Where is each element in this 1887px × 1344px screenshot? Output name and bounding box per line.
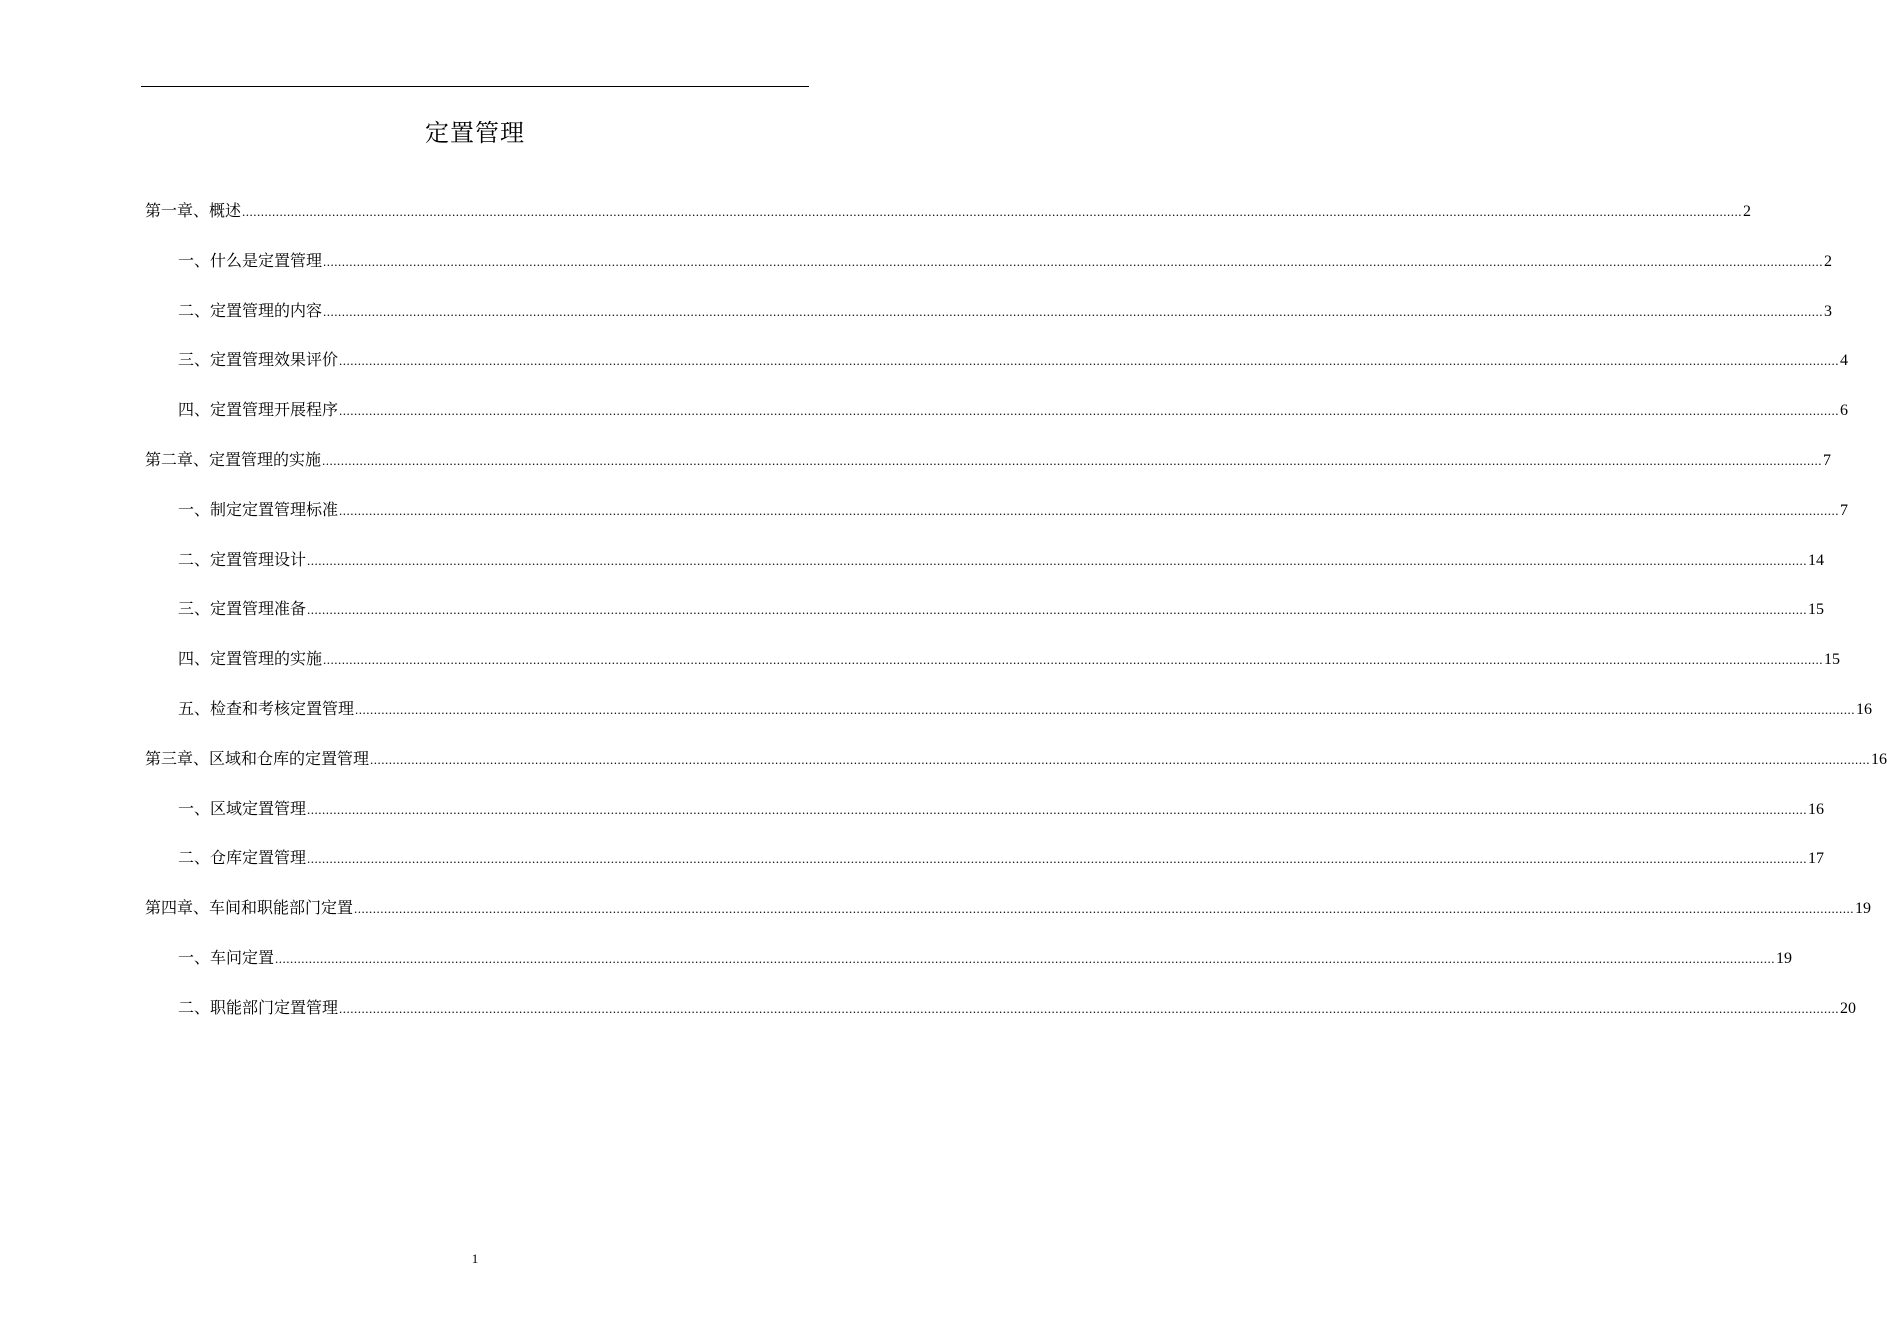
- toc-entry-page: 16: [1856, 701, 1873, 718]
- toc-entry-ch2-s3[interactable]: [178, 597, 1825, 621]
- toc-entry-label: 五、检查和考核定置管理: [178, 699, 355, 718]
- toc-entry-label: 一、制定定置管理标准: [178, 499, 339, 519]
- toc-dot-leader: ................................................................................................................................................................................................................................................................................................................................................................................................................: [339, 1000, 1840, 1016]
- toc-entry-label: 第二章、定置管理的实施: [145, 450, 322, 469]
- toc-entry-page: 6: [1840, 402, 1849, 420]
- toc-entry-label: 二、定置管理的内容: [178, 300, 323, 320]
- toc-dot-leader: ................................................................................................................................................................................................................................................................................................................................................................................................................: [370, 751, 1871, 767]
- toc-entry-label: 第一章、概述: [145, 201, 242, 220]
- toc-entry-label: 二、职能部门定置管理: [178, 997, 339, 1017]
- toc-entry-label: 第三章、区域和仓库的定置管理: [145, 748, 370, 768]
- toc-entry-ch1-s2[interactable]: [178, 299, 1833, 323]
- toc-dot-leader: ................................................................................................................................................................................................................................................................................................................................................................................................................: [354, 901, 1855, 917]
- toc-entry-page: 14: [1808, 551, 1825, 569]
- toc-entry-page: 15: [1824, 651, 1841, 669]
- toc-dot-leader: ................................................................................................................................................................................................................................................................................................................................................................................................................: [307, 602, 1808, 618]
- toc-entry-label: 一、车问定置: [178, 948, 275, 967]
- toc-entry-ch1-s1[interactable]: [178, 249, 1833, 273]
- toc-entry-ch1-s4[interactable]: [178, 398, 1849, 422]
- toc-dot-leader: ................................................................................................................................................................................................................................................................................................................................................................................................................: [323, 652, 1824, 668]
- toc-entry-ch3-s2[interactable]: [178, 846, 1825, 870]
- toc-entry-ch3[interactable]: [145, 747, 1887, 771]
- toc-entry-page: 20: [1840, 999, 1857, 1017]
- toc-entry-label: 第四章、车间和职能部门定置: [145, 898, 354, 918]
- toc-dot-leader: ................................................................................................................................................................................................................................................................................................................................................................................................................: [307, 552, 1808, 568]
- toc-entry-label: 二、定置管理设计: [178, 549, 307, 569]
- toc-entry-page: 4: [1840, 352, 1849, 370]
- toc-entry-page: 2: [1824, 252, 1833, 270]
- toc-entry-ch2-s4[interactable]: [178, 647, 1841, 671]
- toc-entry-page: 19: [1776, 950, 1793, 967]
- toc-entry-ch1[interactable]: [145, 199, 1752, 223]
- toc-entry-page: 17: [1808, 850, 1825, 868]
- toc-entry-page: 16: [1808, 800, 1825, 818]
- toc-entry-label: 四、定置管理的实施: [178, 649, 323, 669]
- toc-dot-leader: ................................................................................................................................................................................................................................................................................................................................................................................................................: [323, 253, 1824, 269]
- toc-entry-page: 3: [1824, 302, 1833, 320]
- toc-entry-label: 一、什么是定置管理: [178, 250, 323, 270]
- toc-entry-ch3-s1[interactable]: [178, 797, 1825, 821]
- toc-entry-label: 三、定置管理准备: [178, 599, 307, 619]
- toc-entry-ch2-s2[interactable]: [178, 548, 1825, 572]
- toc-dot-leader: ................................................................................................................................................................................................................................................................................................................................................................................................................: [307, 801, 1808, 817]
- toc-entry-ch4-s1[interactable]: [178, 946, 1793, 970]
- document-title: 定置管理: [425, 119, 525, 147]
- toc-entry-label: 一、区域定置管理: [178, 798, 307, 818]
- toc-dot-leader: ................................................................................................................................................................................................................................................................................................................................................................................................................: [339, 502, 1840, 518]
- toc-entry-ch2[interactable]: [145, 448, 1832, 472]
- header-rule: [141, 86, 809, 87]
- toc-dot-leader: ................................................................................................................................................................................................................................................................................................................................................................................................................: [322, 453, 1823, 468]
- toc-entry-page: 7: [1840, 501, 1849, 519]
- toc-entry-label: 二、仓库定置管理: [178, 848, 307, 868]
- toc-dot-leader: ................................................................................................................................................................................................................................................................................................................................................................................................................: [339, 353, 1840, 369]
- toc-entry-page: 19: [1855, 900, 1872, 918]
- toc-dot-leader: ................................................................................................................................................................................................................................................................................................................................................................................................................: [323, 303, 1824, 319]
- toc-dot-leader: ................................................................................................................................................................................................................................................................................................................................................................................................................: [242, 204, 1743, 219]
- toc-entry-ch4[interactable]: [145, 896, 1872, 920]
- toc-dot-leader: ................................................................................................................................................................................................................................................................................................................................................................................................................: [339, 403, 1840, 419]
- toc-dot-leader: ................................................................................................................................................................................................................................................................................................................................................................................................................: [355, 702, 1856, 717]
- toc-dot-leader: ................................................................................................................................................................................................................................................................................................................................................................................................................: [307, 851, 1808, 867]
- toc-entry-page: 2: [1743, 203, 1752, 220]
- toc-entry-page: 7: [1823, 452, 1832, 469]
- toc-dot-leader: ................................................................................................................................................................................................................................................................................................................................................................................................................: [275, 951, 1776, 966]
- toc-entry-label: 三、定置管理效果评价: [178, 350, 339, 370]
- page-number: 1: [471, 1251, 479, 1266]
- toc-entry-page: 15: [1808, 601, 1825, 619]
- toc-entry-ch2-s1[interactable]: [178, 498, 1849, 522]
- toc-entry-ch2-s5[interactable]: [178, 697, 1873, 721]
- toc-entry-ch4-s2[interactable]: [178, 996, 1857, 1020]
- toc-entry-label: 四、定置管理开展程序: [178, 400, 339, 420]
- toc-entry-page: 16: [1871, 750, 1887, 768]
- toc-entry-ch1-s3[interactable]: [178, 348, 1849, 372]
